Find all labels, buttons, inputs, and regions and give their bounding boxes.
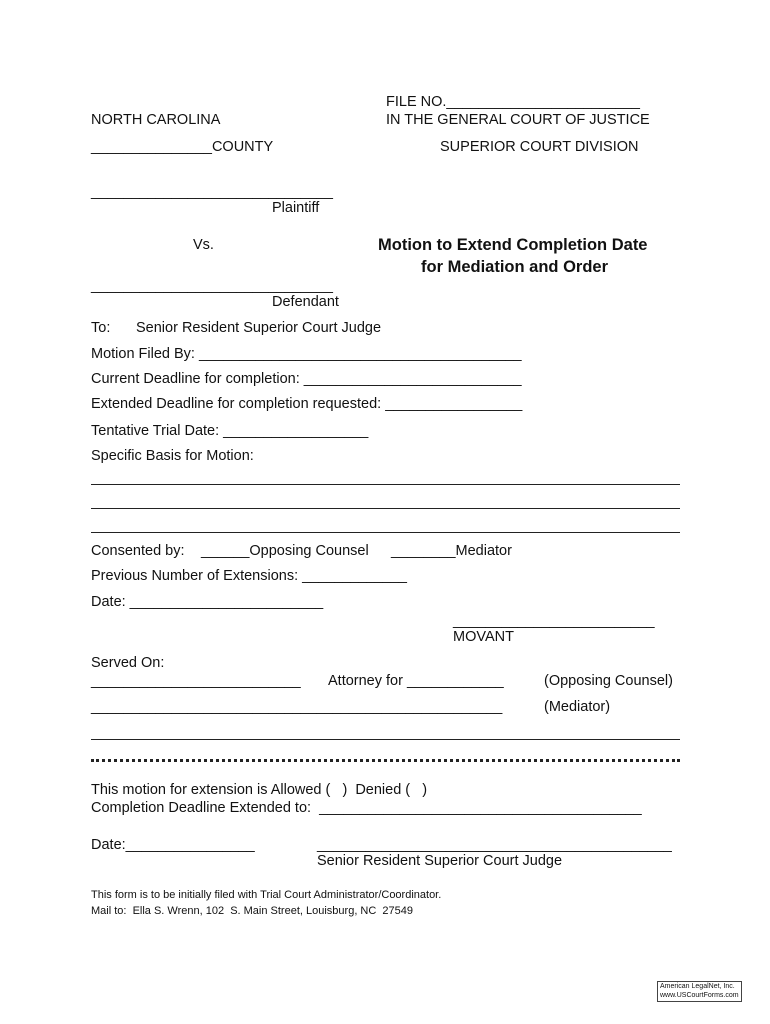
served-extra-line bbox=[91, 739, 680, 740]
state-name: NORTH CAROLINA bbox=[91, 112, 221, 128]
file-number: FILE NO.________________________ bbox=[386, 94, 640, 110]
defendant-label: Defendant bbox=[272, 294, 339, 310]
form-title-line2: for Mediation and Order bbox=[421, 258, 609, 276]
court-name: IN THE GENERAL COURT OF JUSTICE bbox=[386, 112, 650, 128]
form-title-line1: Motion to Extend Completion Date bbox=[378, 236, 648, 254]
versus-label: Vs. bbox=[193, 237, 214, 253]
to-label: To: bbox=[91, 320, 111, 336]
basis-line-1 bbox=[91, 484, 680, 485]
previous-extensions-field: Previous Number of Extensions: _____________ bbox=[91, 568, 407, 584]
attorney-for-field: Attorney for ____________ bbox=[328, 673, 504, 689]
specific-basis-label: Specific Basis for Motion: bbox=[91, 448, 254, 464]
extended-deadline-field: Extended Deadline for completion requested: _________________ bbox=[91, 396, 523, 412]
movant-signature-line: _________________________ bbox=[453, 613, 655, 629]
stamp-line-1: American LegalNet, Inc. bbox=[660, 983, 735, 990]
served-on-label: Served On: bbox=[91, 655, 165, 671]
tentative-trial-date-field: Tentative Trial Date: __________________ bbox=[91, 423, 369, 439]
motion-filed-by-field: Motion Filed By: ________________________________________ bbox=[91, 346, 522, 362]
mediator-label: (Mediator) bbox=[544, 699, 611, 715]
plaintiff-label: Plaintiff bbox=[272, 200, 320, 216]
served-attorney-line: __________________________ bbox=[91, 673, 301, 689]
completion-extended-field: Completion Deadline Extended to: ________________________________________ bbox=[91, 800, 642, 816]
served-mediator-line: ___________________________________________________ bbox=[91, 699, 503, 715]
defendant-line: ______________________________ bbox=[91, 278, 333, 294]
court-division: SUPERIOR COURT DIVISION bbox=[440, 139, 639, 155]
basis-line-3 bbox=[91, 532, 680, 533]
date-field: Date: ________________________ bbox=[91, 594, 324, 610]
current-deadline-field: Current Deadline for completion: ___________________________ bbox=[91, 371, 522, 387]
basis-line-2 bbox=[91, 508, 680, 509]
dotted-separator bbox=[91, 759, 680, 762]
filing-note: This form is to be initially filed with Trial Court Administrator/Coordinator. bbox=[91, 889, 442, 901]
judge-label: Senior Resident Superior Court Judge bbox=[317, 853, 563, 869]
movant-label: MOVANT bbox=[453, 629, 514, 645]
allowed-denied-line: This motion for extension is Allowed ( ) Denied ( ) bbox=[91, 782, 428, 798]
mail-to-note: Mail to: Ella S. Wrenn, 102 S. Main Street, Louisburg, NC 27549 bbox=[91, 905, 414, 917]
order-date-field: Date:________________ bbox=[91, 837, 255, 853]
publisher-stamp bbox=[657, 981, 742, 1002]
opposing-counsel-label: (Opposing Counsel) bbox=[544, 673, 673, 689]
judge-signature-line: ____________________________________________ bbox=[317, 837, 672, 853]
mediator-consent: ________Mediator bbox=[391, 543, 512, 559]
to-value: Senior Resident Superior Court Judge bbox=[136, 320, 382, 336]
county-field: _______________COUNTY bbox=[91, 139, 274, 155]
stamp-line-2: www.USCourtForms.com bbox=[660, 991, 739, 999]
plaintiff-line: ______________________________ bbox=[91, 184, 333, 200]
opposing-counsel-consent: ______Opposing Counsel bbox=[201, 543, 369, 559]
consented-by-label: Consented by: bbox=[91, 543, 185, 559]
